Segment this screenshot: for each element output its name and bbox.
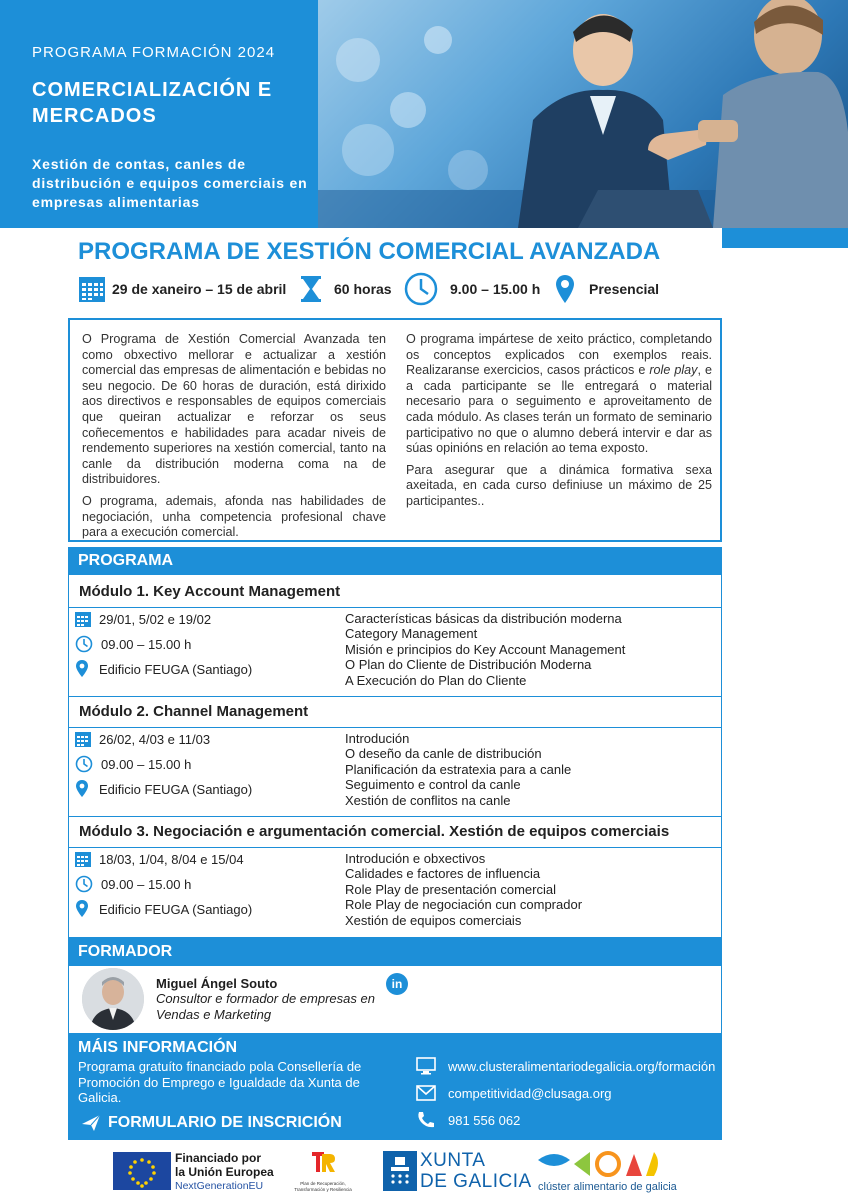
- trainer-photo: [82, 968, 144, 1030]
- header-title: COMERCIALIZACIÓN E MERCADOS: [32, 79, 273, 127]
- module-3: [68, 817, 722, 938]
- registration-link[interactable]: [82, 1114, 342, 1132]
- calendar-icon: [78, 275, 106, 303]
- more-info-text: Programa gratuíto financiado pola Consellería de Promoción do Emprego e Igualdade da Xunta de Galicia.: [78, 1059, 362, 1105]
- xunta-emblem-icon: [383, 1151, 417, 1191]
- cluster-name: clúster alimentario de galicia: [538, 1181, 677, 1193]
- phone-link[interactable]: [416, 1111, 520, 1129]
- header-photo-handshake: [318, 0, 848, 228]
- topic-item: Introdución e obxectivos: [345, 851, 486, 866]
- info-mode: [555, 272, 659, 306]
- module-time: [75, 755, 191, 773]
- description-paragraph: O programa, ademais, afonda nas habilidades de negociación, unha competencia profesional chave para a execución comercial.: [82, 493, 386, 540]
- description-paragraph: [406, 332, 712, 457]
- phone-text: 981 556 062: [448, 1112, 521, 1128]
- topic-item: Category Management: [345, 626, 478, 642]
- clock-icon: [75, 875, 93, 893]
- info-schedule: [404, 272, 540, 306]
- topic-item: Introdución: [345, 731, 410, 746]
- prtr-line: Plan de Recuperación,: [300, 1181, 346, 1186]
- description-paragraph: Para asegurar que a dinámica formativa sexa axeitada, en cada curso definiuse un máximo de 25 participantes..: [406, 462, 712, 508]
- hourglass-icon: [300, 275, 322, 303]
- topic-item: A Execución do Plan do Cliente: [345, 672, 527, 688]
- description-left-column: [82, 332, 386, 547]
- topic-item: Role Play de negociación cun comprador: [345, 897, 583, 913]
- module-1: [68, 575, 722, 697]
- location-pin-icon: [75, 660, 89, 678]
- eu-line: NextGenerationEU: [175, 1180, 264, 1192]
- programa-label: PROGRAMA: [78, 552, 174, 569]
- time-text: 09.00 – 15.00 h: [101, 636, 192, 652]
- info-hours: [300, 272, 392, 306]
- topic-item: Misión e principios do Key Account Management: [345, 641, 626, 657]
- footer-logos: [0, 1140, 848, 1200]
- module-time: [75, 875, 191, 893]
- time-text: 09.00 – 15.00 h: [101, 876, 192, 892]
- topic-item: Características básicas da distribución moderna: [345, 611, 622, 626]
- more-info-title: MÁIS INFORMACIÓN: [78, 1039, 238, 1056]
- prtr-mark-icon: [288, 1148, 358, 1176]
- formador-section-header: [68, 938, 722, 966]
- programa-section-header: [68, 547, 722, 575]
- monitor-icon: [416, 1057, 436, 1075]
- website-text: www.clusteralimentariodegalicia.org/formación: [448, 1058, 716, 1074]
- module-place: [75, 780, 252, 798]
- module-dates: [75, 851, 244, 867]
- dates-text: 26/02, 4/03 e 11/03: [99, 731, 211, 747]
- calendar-icon: [75, 731, 91, 747]
- eu-flag-logo: [113, 1152, 171, 1190]
- eu-stars-icon: [113, 1152, 171, 1190]
- module-title: Módulo 3. Negociación e argumentación comercial. Xestión de equipos comerciais: [79, 823, 670, 840]
- website-link[interactable]: [416, 1057, 715, 1075]
- eu-funding-text: [175, 1151, 274, 1193]
- dates-label: 29 de xaneiro – 15 de abril: [112, 281, 287, 297]
- module-place: [75, 660, 252, 678]
- program-kicker: PROGRAMA FORMACIÓN 2024: [32, 44, 276, 61]
- time-text: 09.00 – 15.00 h: [101, 756, 192, 772]
- topic-item: Planificación da estratexia para a canle: [345, 761, 572, 777]
- handshake-illustration: [318, 0, 848, 228]
- module-dates: [75, 731, 210, 747]
- schedule-label: 9.00 – 15.00 h: [450, 281, 541, 297]
- xunta-shield-logo: [383, 1151, 417, 1191]
- topic-item: Seguimento e control da canle: [345, 777, 521, 793]
- text-run: O programa impártese de xeito práctico, completando os conceptos explicados con exemplos reais. Realizaranse exercicios, casos prácticos e: [406, 332, 712, 378]
- eu-line: la Unión Europea: [175, 1165, 274, 1179]
- registration-label: FORMULARIO DE INSCRICIÓN: [108, 1114, 342, 1131]
- divider: [69, 727, 721, 728]
- topic-item: O Plan do Cliente de Distribución Moderna: [345, 657, 592, 673]
- trainer-avatar: [82, 968, 144, 1030]
- info-dates: [78, 272, 286, 306]
- topic-item: O deseño da canle de distribución: [345, 746, 542, 762]
- envelope-icon: [416, 1085, 436, 1101]
- module-topics: [345, 851, 582, 928]
- mode-label: Presencial: [589, 281, 660, 297]
- text-run: , e a cada participante se lle entregará o material necesario para o seguimento e aproveitamento de cada módulo. As clases terán un formato de seminario participativo no que o alumno deberá intervir e dar as súas opinións en relación ao tema exposto.: [406, 363, 712, 456]
- cluster-logo-mark: [534, 1148, 664, 1180]
- topic-item: Xestión de equipos comerciais: [345, 912, 522, 928]
- role-play-emphasis: role play: [649, 363, 698, 378]
- module-place: [75, 900, 252, 918]
- trainer-role: Consultor e formador de empresas en Vendas e Marketing: [156, 991, 375, 1022]
- module-time: [75, 635, 191, 653]
- place-text: Edificio FEUGA (Santiago): [99, 901, 253, 917]
- cluster-symbols-icon: [534, 1148, 664, 1180]
- calendar-icon: [75, 611, 91, 627]
- module-dates: [75, 611, 211, 627]
- location-pin-icon: [75, 900, 89, 918]
- prtr-line: Transformación y Resiliencia: [294, 1186, 352, 1192]
- module-2: [68, 697, 722, 817]
- module-topics: [345, 731, 571, 808]
- hours-label: 60 horas: [334, 281, 392, 297]
- clock-icon: [404, 272, 438, 306]
- xunta-line: XUNTA: [420, 1150, 486, 1171]
- location-pin-icon: [75, 780, 89, 798]
- description-right-column: [406, 332, 712, 516]
- location-pin-icon: [555, 274, 575, 304]
- module-title: Módulo 1. Key Account Management: [79, 583, 341, 600]
- module-topics: [345, 611, 625, 688]
- place-text: Edificio FEUGA (Santiago): [99, 781, 253, 797]
- description-paragraph: O Programa de Xestión Comercial Avanzada ten como obxectivo mellorar e actualizar a xestión comercial das empresas de alimentación e bebidas no seu negocio. De 60 horas de duración, está dirixido aos directivos e responsables de equipos comerciais que queiran actualizar e reforzar os seus coñecementos e habilidades para acadar niveis de rendemento superiores na xestión comercial, tanto na canle da distribución moderna coma na de distribuidores.: [82, 332, 386, 487]
- dates-text: 18/03, 1/04, 8/04 e 15/04: [99, 851, 244, 867]
- header-accent-strip: [722, 228, 848, 248]
- formador-label: FORMADOR: [78, 943, 173, 960]
- trainer-name: Miguel Ángel Souto: [156, 976, 278, 991]
- description-box: [68, 318, 722, 542]
- dates-text: 29/01, 5/02 e 19/02: [99, 611, 212, 627]
- topic-item: Calidades e factores de influencia: [345, 866, 541, 882]
- xunta-line: DE GALICIA: [420, 1171, 532, 1192]
- topic-item: Xestión de conflitos na canle: [345, 792, 511, 808]
- clock-icon: [75, 635, 93, 653]
- divider: [69, 847, 721, 848]
- prtr-text: [288, 1181, 358, 1192]
- calendar-icon: [75, 851, 91, 867]
- page-title: PROGRAMA DE XESTIÓN COMERCIAL AVANZADA: [78, 238, 661, 265]
- place-text: Edificio FEUGA (Santiago): [99, 661, 253, 677]
- clock-icon: [75, 755, 93, 773]
- xunta-text: [420, 1150, 532, 1192]
- prtr-logo: [288, 1148, 358, 1194]
- phone-icon: [416, 1111, 436, 1129]
- linkedin-icon[interactable]: in: [386, 973, 408, 995]
- paper-plane-icon: [82, 1115, 100, 1131]
- email-text: competitividad@clusaga.org: [448, 1085, 612, 1101]
- divider: [69, 607, 721, 608]
- email-link[interactable]: [416, 1085, 612, 1101]
- eu-line: Financiado por: [175, 1151, 262, 1165]
- module-title: Módulo 2. Channel Management: [79, 703, 309, 720]
- header-subtitle: Xestión de contas, canles de distribución e equipos comerciais en empresas alimentarias: [32, 156, 308, 210]
- topic-item: Role Play de presentación comercial: [345, 881, 556, 897]
